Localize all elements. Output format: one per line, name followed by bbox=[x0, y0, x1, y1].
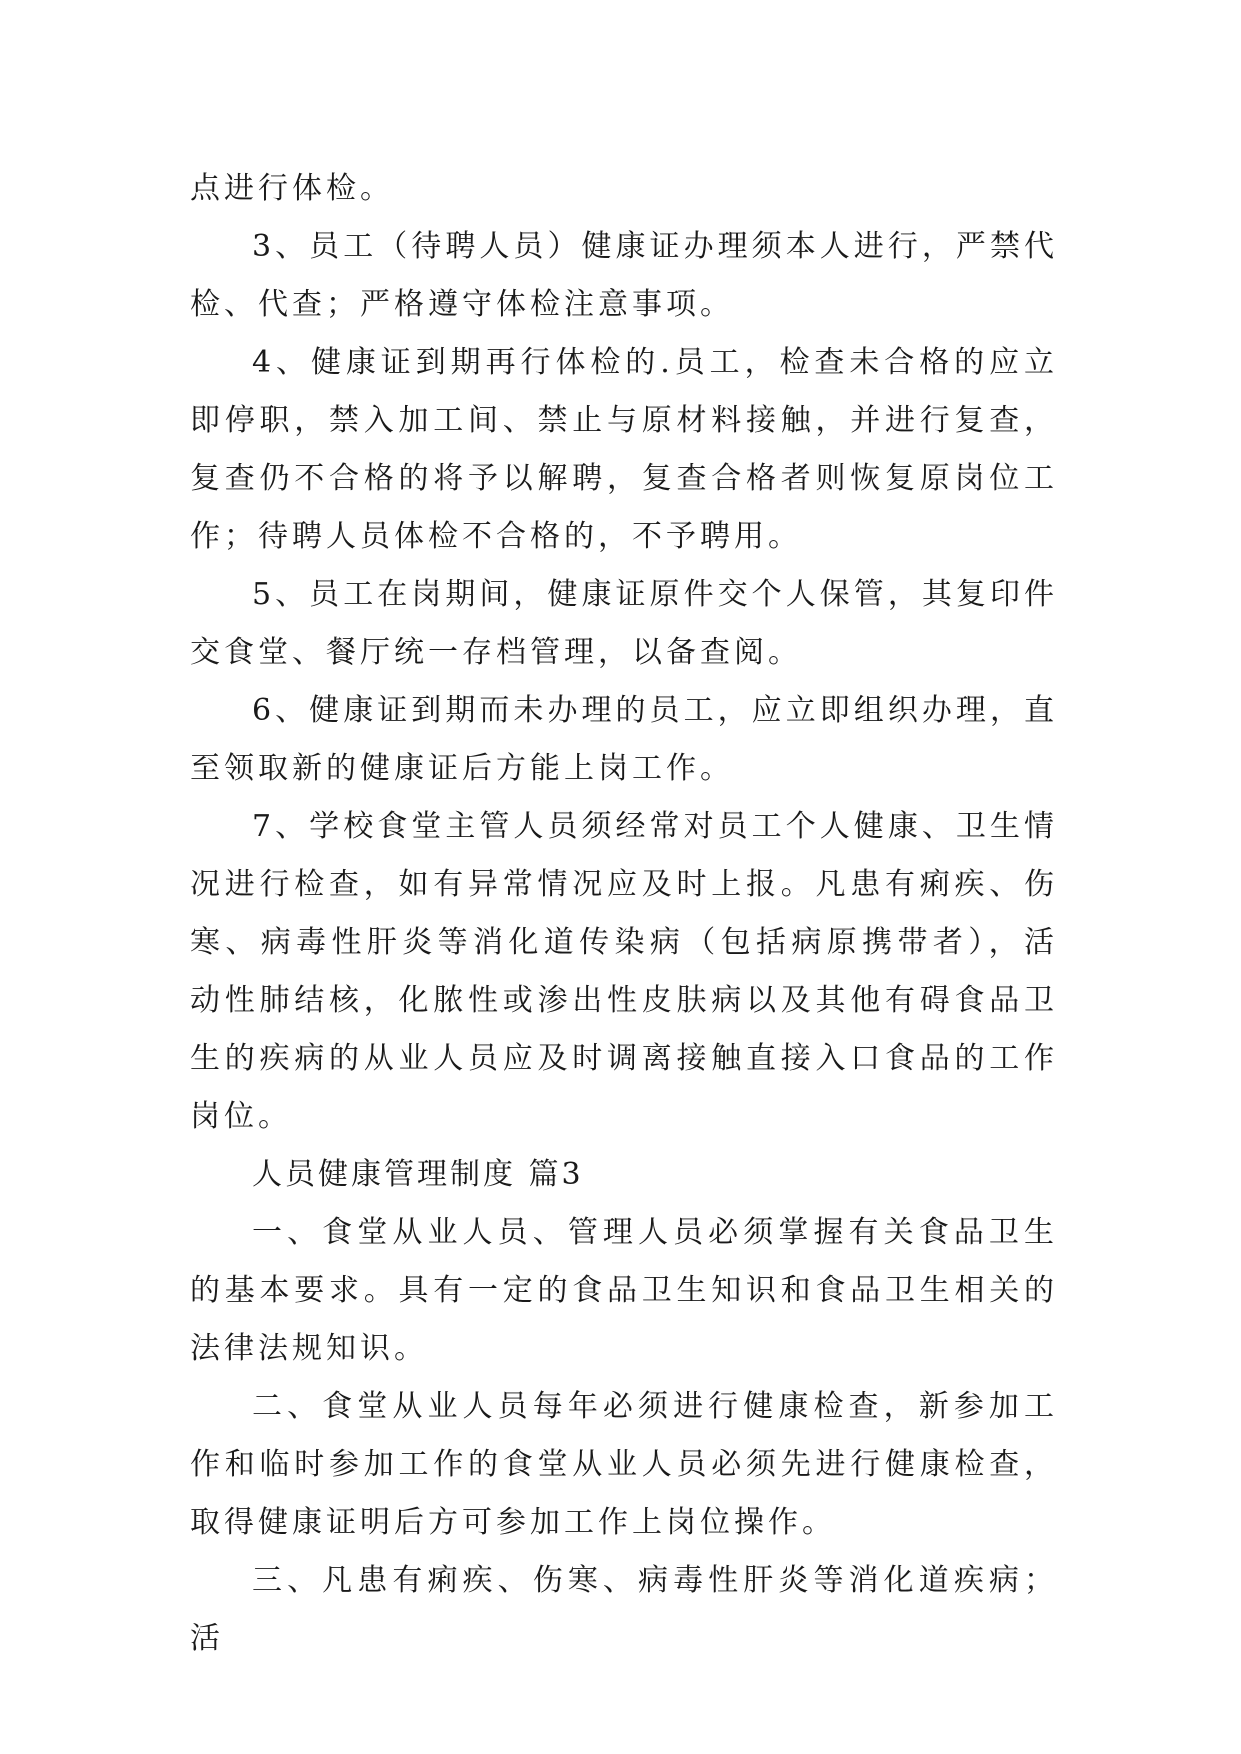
paragraph-continuation: 点进行体检。 bbox=[190, 171, 394, 206]
paragraph-item-6: 6、健康证到期而未办理的员工，应立即组织办理，直至领取新的健康证后方能上岗工作。 bbox=[190, 693, 1058, 786]
paragraph-item-5: 5、员工在岗期间，健康证原件交个人保管，其复印件交食堂、餐厅统一存档管理，以备查阅。 bbox=[190, 577, 1058, 670]
paragraph-item-4: 4、健康证到期再行体检的.员工，检查未合格的应立即停职，禁入加工间、禁止与原材料接触，并进行复查，复查仍不合格的将予以解聘，复查合格者则恢复原岗位工作；待聘人员体检不合格的，不予聘用。 bbox=[190, 345, 1058, 554]
paragraph-rule-1: 一、食堂从业人员、管理人员必须掌握有关食品卫生的基本要求。具有一定的食品卫生知识和食品卫生相关的法律法规知识。 bbox=[190, 1215, 1058, 1366]
document-body bbox=[190, 160, 1058, 1668]
paragraph-item-3: 3、员工（待聘人员）健康证办理须本人进行，严禁代检、代查；严格遵守体检注意事项。 bbox=[190, 229, 1058, 322]
paragraph-rule-2: 二、食堂从业人员每年必须进行健康检查，新参加工作和临时参加工作的食堂从业人员必须先进行健康检查，取得健康证明后方可参加工作上岗位操作。 bbox=[190, 1389, 1058, 1540]
paragraph-item-7: 7、学校食堂主管人员须经常对员工个人健康、卫生情况进行检查，如有异常情况应及时上报。凡患有痢疾、伤寒、病毒性肝炎等消化道传染病（包括病原携带者），活动性肺结核，化脓性或渗出性皮肤病以及其他有碍食品卫生的疾病的从业人员应及时调离接触直接入口食品的工作岗位。 bbox=[190, 809, 1058, 1134]
paragraph-rule-3: 三、凡患有痢疾、伤寒、病毒性肝炎等消化道疾病；活 bbox=[190, 1563, 1058, 1656]
section-heading: 人员健康管理制度 篇3 bbox=[252, 1157, 584, 1192]
